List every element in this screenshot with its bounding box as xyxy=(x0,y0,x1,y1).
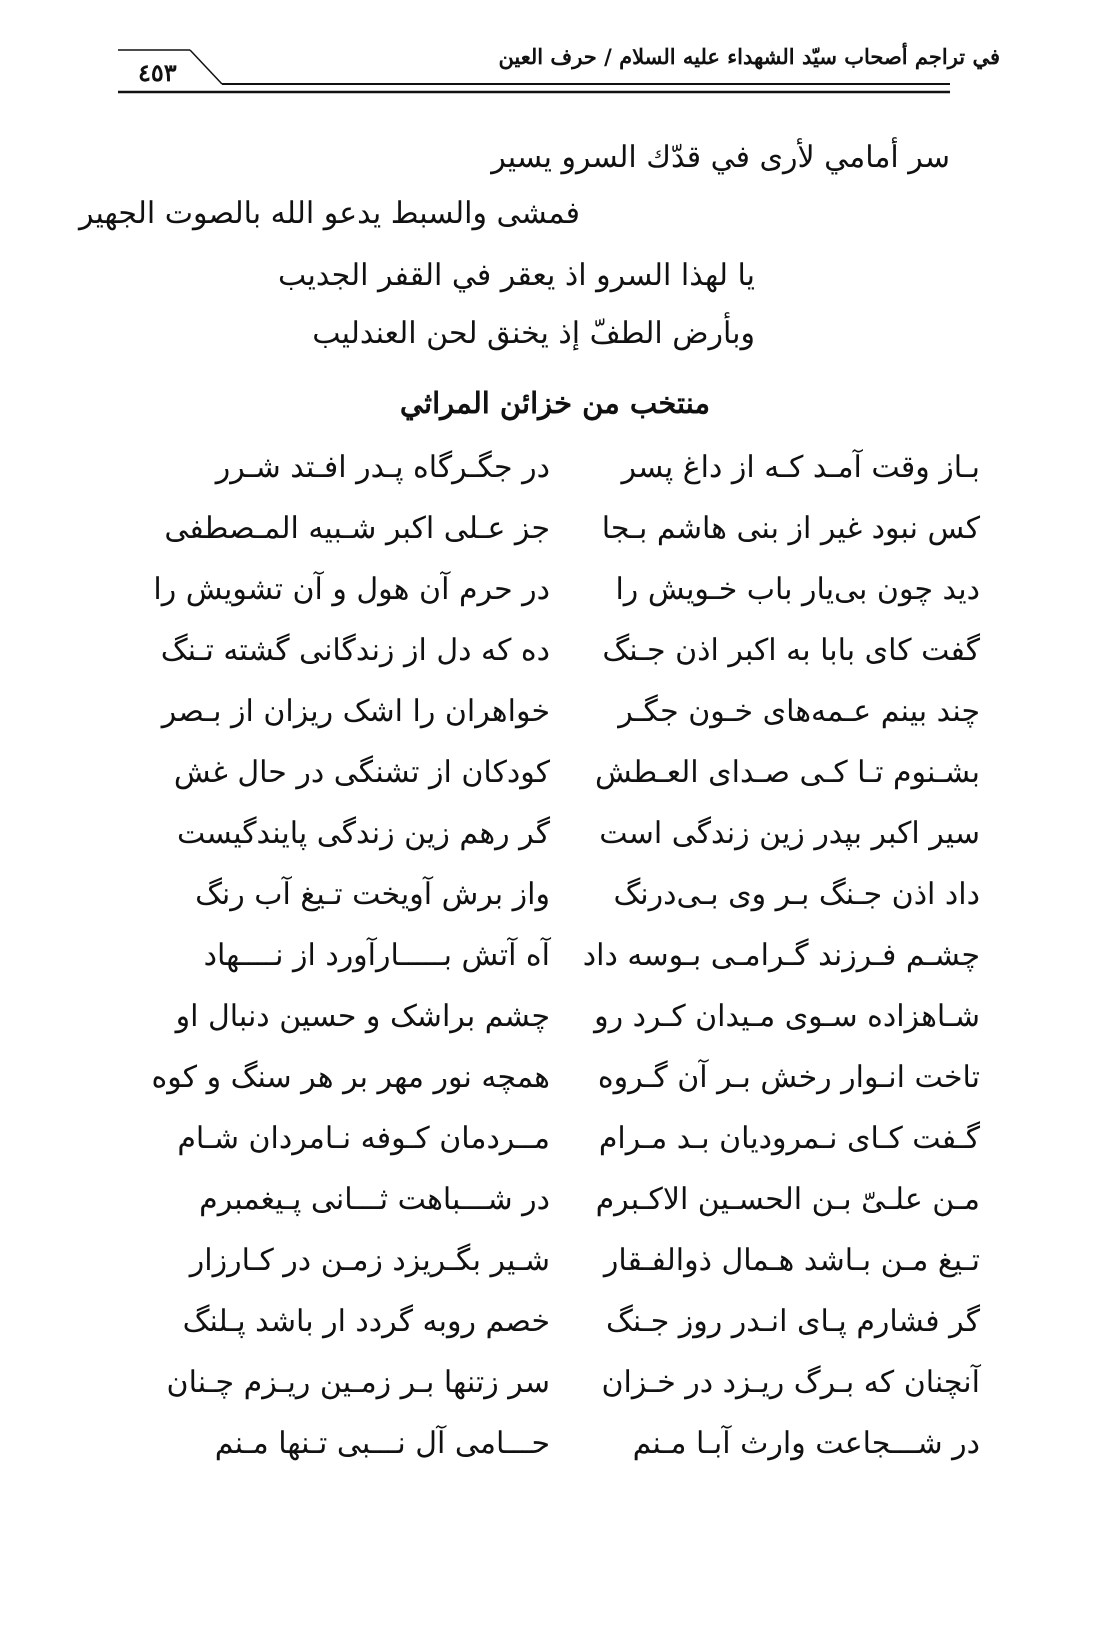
arabic-verse-4: وبأرض الطفّ إذ يخنق لحن العندليب xyxy=(312,316,755,351)
hemistich-first: گفت کای بابا به اکبر اذن جـنگ xyxy=(602,633,980,668)
couplet xyxy=(0,999,1110,1061)
hemistich-second: شـیر بگـریزد زمـن در کـارزار xyxy=(189,1243,550,1278)
hemistich-first: گـفت کـای نـمرودیان بـد مـرام xyxy=(598,1121,980,1156)
couplet xyxy=(0,1182,1110,1244)
couplet xyxy=(0,511,1110,573)
hemistich-first: چند بینم عـمه‌های خـون جگـر xyxy=(618,694,980,729)
couplet xyxy=(0,572,1110,634)
couplet xyxy=(0,450,1110,512)
hemistich-first: داد اذن جـنگ بـر وی بـی‌درنگ xyxy=(613,877,980,912)
section-heading: منتخب من خزائن المراثي xyxy=(399,386,711,420)
hemistich-second: مــردمان کـوفه نـامردان شـام xyxy=(177,1121,550,1156)
running-head: في تراجم أصحاب سيّد الشهداء عليه السلام / حرف العين xyxy=(498,44,1000,69)
couplet xyxy=(0,816,1110,878)
couplet xyxy=(0,755,1110,817)
hemistich-second: در حرم آن هول و آن تشویش را xyxy=(153,572,550,607)
arabic-verse-2: فمشى والسبط يدعو الله بالصوت الجهير xyxy=(78,196,580,231)
couplet xyxy=(0,1426,1110,1488)
arabic-verse-1: سر أمامي لأرى في قدّك السرو يسير xyxy=(491,140,950,175)
hemistich-second: جز عـلی اکبر شـبیه المـصطفی xyxy=(164,511,550,546)
hemistich-second: خصم روبه گردد ار باشد پـلنگ xyxy=(182,1304,550,1339)
hemistich-first: کس نبود غیر از بنی هاشم بـجا xyxy=(601,511,980,546)
hemistich-first: گر فشارم پـای انـدر روز جـنگ xyxy=(606,1304,980,1339)
hemistich-first: بـاز وقت آمـد کـه از داغ پسر xyxy=(621,450,980,485)
hemistich-second: حـــامی آل نـــبی تـنها مـنم xyxy=(214,1426,550,1461)
hemistich-first: دید چون بی‌یار باب خـویش را xyxy=(615,572,980,607)
hemistich-first: در شـــجاعت وارث آبـا مـنم xyxy=(632,1426,980,1461)
hemistich-second: واز برش آویخت تـیغ آب رنگ xyxy=(195,877,550,912)
hemistich-first: تـیغ مـن بـاشد هـمال ذوالفـقار xyxy=(603,1243,980,1278)
couplet xyxy=(0,1304,1110,1366)
couplet xyxy=(0,633,1110,695)
hemistich-second: ده که دل از زندگانی گشته تـنگ xyxy=(160,633,550,668)
hemistich-second: در شـــباهت ثـــانی پـیغمبرم xyxy=(199,1182,550,1217)
hemistich-second: کودکان از تشنگی در حال غش xyxy=(173,755,550,790)
couplet xyxy=(0,1243,1110,1305)
hemistich-second: همچه نور مهر بر هر سنگ و کوه xyxy=(151,1060,550,1095)
couplet xyxy=(0,1060,1110,1122)
hemistich-first: آنچنان که بـرگ ریـزد در خـزان xyxy=(601,1365,980,1400)
couplet xyxy=(0,938,1110,1000)
arabic-verse-3: يا لهذا السرو اذ يعقر في القفر الجديب xyxy=(278,258,755,293)
hemistich-first: سیر اکبر بپدر زین زندگی است xyxy=(599,816,980,851)
page-number: ٤٥٣ xyxy=(138,58,177,87)
hemistich-second: آه آتش بـــــارآورد از نــــهاد xyxy=(203,938,550,973)
hemistich-first: مـن علـیّ بـن الحسـین الاکـبرم xyxy=(595,1182,980,1217)
hemistich-second: چشم براشک و حسین دنبال او xyxy=(175,999,550,1034)
hemistich-first: بشـنوم تـا کـی صـدای العـطش xyxy=(595,755,980,790)
couplet xyxy=(0,877,1110,939)
couplet xyxy=(0,1121,1110,1183)
hemistich-second: در جگـرگاه پـدر افـتد شـرر xyxy=(215,450,550,485)
hemistich-second: سر زتنها بـر زمـین ریـزم چـنان xyxy=(166,1365,550,1400)
hemistich-first: چشـم فـرزند گـرامـی بـوسه داد xyxy=(582,938,980,973)
couplet xyxy=(0,1365,1110,1427)
hemistich-first: تاخت انـوار رخش بـر آن گـروه xyxy=(597,1060,980,1095)
hemistich-second: خواهران را اشک ریزان از بـصر xyxy=(161,694,550,729)
hemistich-first: شـاهزاده سـوی مـیدان کـرد رو xyxy=(594,999,980,1034)
hemistich-second: گر رهم زین زندگی پایندگیست xyxy=(177,816,550,851)
couplet xyxy=(0,694,1110,756)
